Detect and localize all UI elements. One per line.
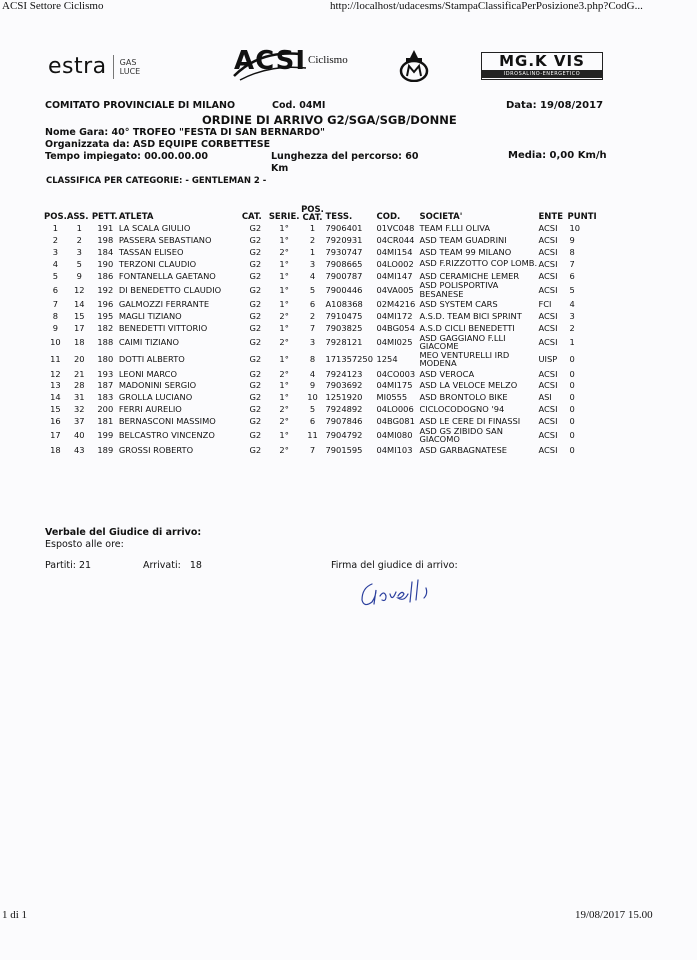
table-row bbox=[44, 222, 597, 234]
cell-cod: 04LO006 bbox=[376, 404, 414, 415]
cell-pos-cat: 7 bbox=[309, 322, 316, 333]
cell-tess: 7928121 bbox=[325, 337, 363, 348]
cell-atleta: LEONI MARCO bbox=[118, 368, 178, 379]
cell-societa: A.S.D. TEAM BICI SPRINT bbox=[419, 310, 522, 321]
cell-ass: 17 bbox=[74, 322, 85, 333]
cell-ente: ACSI bbox=[538, 380, 558, 391]
cell-pett: 187 bbox=[97, 380, 114, 391]
arrivati-value: 18 bbox=[189, 560, 202, 571]
cell-ente: ACSI bbox=[538, 430, 558, 441]
acsi-logo bbox=[230, 46, 348, 76]
cell-tess: 7901595 bbox=[325, 444, 363, 455]
cell-cat: G2 bbox=[249, 270, 262, 281]
cell-pos-cat: 4 bbox=[309, 368, 316, 379]
firma-label: Firma del giudice di arrivo: bbox=[331, 560, 458, 571]
cell-cod: 04BG054 bbox=[376, 322, 415, 333]
category-label: CLASSIFICA PER CATEGORIE: - GENTLEMAN 2 - bbox=[46, 176, 267, 186]
cell-pos-cat: 10 bbox=[307, 392, 318, 403]
cell-pos-cat: 6 bbox=[309, 416, 316, 427]
cell-cod: 04CR044 bbox=[376, 234, 415, 245]
cell-pos-cat: 2 bbox=[309, 311, 316, 322]
cell-pett: 200 bbox=[97, 404, 114, 415]
cell-societa: MEO VENTURELLI IRD MODENA bbox=[419, 349, 510, 369]
cell-atleta: MAGLI TIZIANO bbox=[118, 311, 182, 322]
race-date: Data: 19/08/2017 bbox=[506, 100, 604, 111]
cell-cat: G2 bbox=[249, 246, 262, 257]
cell-pos: 13 bbox=[50, 380, 61, 391]
cell-serie: 1° bbox=[279, 234, 289, 245]
cell-atleta: CAIMI TIZIANO bbox=[118, 337, 180, 348]
cell-pos-cat: 9 bbox=[309, 380, 316, 391]
cell-pett: 193 bbox=[97, 368, 114, 379]
cell-pett: 196 bbox=[97, 299, 114, 310]
cell-serie: 1° bbox=[279, 430, 289, 441]
table-row bbox=[44, 281, 597, 298]
cell-tess: 7903692 bbox=[325, 380, 363, 391]
cell-societa: ASD POLISPORTIVA BESANESE bbox=[419, 280, 499, 299]
cell-cod: 04LO002 bbox=[376, 258, 414, 269]
cell-ass: 9 bbox=[76, 270, 82, 281]
cell-societa: ASD TEAM 99 MILANO bbox=[419, 246, 512, 257]
esposto-label: Esposto alle ore: bbox=[45, 539, 124, 550]
table-row bbox=[44, 403, 597, 415]
cell-cod: 04MI172 bbox=[376, 311, 413, 322]
cell-cod: 02M4216 bbox=[376, 299, 416, 310]
cell-atleta: DI BENEDETTO CLAUDIO bbox=[118, 284, 222, 295]
cell-societa: ASD GS ZIBIDO SAN GIACOMO bbox=[419, 426, 503, 445]
table-row bbox=[44, 368, 597, 380]
cell-pos-cat: 2 bbox=[309, 234, 316, 245]
cell-punti: 0 bbox=[569, 404, 575, 415]
cell-ente: ACSI bbox=[538, 444, 558, 455]
cell-societa: ASD LA VELOCE MELZO bbox=[419, 380, 518, 391]
cell-pos-cat: 7 bbox=[309, 444, 316, 455]
cell-pos-cat: 4 bbox=[309, 270, 316, 281]
cell-cat: G2 bbox=[249, 392, 262, 403]
column-header-cat: CAT. bbox=[241, 212, 262, 222]
table-row bbox=[44, 270, 597, 282]
table-row bbox=[44, 258, 597, 270]
table-row bbox=[44, 391, 597, 403]
cell-serie: 2° bbox=[279, 246, 289, 257]
cell-pett: 184 bbox=[97, 246, 114, 257]
cell-ente: ACSI bbox=[538, 311, 558, 322]
cell-cat: G2 bbox=[249, 380, 262, 391]
table-row bbox=[44, 379, 597, 391]
estra-logo-sub bbox=[120, 58, 141, 76]
results-table-body bbox=[44, 222, 597, 456]
cell-ass: 20 bbox=[74, 354, 85, 365]
cell-pett: 189 bbox=[97, 444, 114, 455]
cell-cat: G2 bbox=[249, 337, 262, 348]
cell-tess: A108368 bbox=[325, 299, 363, 310]
cell-societa: ASD GARBAGNATESE bbox=[419, 444, 508, 455]
print-datetime: 19/08/2017 15.00 bbox=[575, 909, 653, 921]
cell-pos: 15 bbox=[50, 404, 61, 415]
cell-cod: 04VA005 bbox=[376, 284, 414, 295]
cell-ente: ACSI bbox=[538, 234, 558, 245]
cell-punti: 4 bbox=[569, 299, 575, 310]
cell-punti: 7 bbox=[569, 258, 575, 269]
cell-punti: 0 bbox=[569, 416, 575, 427]
cell-ente: FCI bbox=[538, 299, 552, 310]
acsi-logo-text: ACSI bbox=[234, 46, 307, 76]
cell-cod: 04MI147 bbox=[376, 270, 413, 281]
cell-ente: ACSI bbox=[538, 368, 558, 379]
cell-ass: 2 bbox=[76, 234, 82, 245]
column-header-societa: SOCIETA' bbox=[419, 212, 463, 222]
partiti-info bbox=[45, 560, 91, 571]
table-row bbox=[44, 444, 597, 456]
cell-cod: 1254 bbox=[376, 354, 398, 365]
cell-atleta: FONTANELLA GAETANO bbox=[118, 270, 216, 281]
cell-pos: 17 bbox=[50, 430, 61, 441]
cell-punti: 0 bbox=[569, 368, 575, 379]
cell-ente: UISP bbox=[538, 354, 558, 365]
cell-pett: 192 bbox=[97, 284, 114, 295]
results-table-header bbox=[44, 206, 597, 222]
cell-punti: 6 bbox=[569, 270, 575, 281]
cell-pos: 18 bbox=[50, 444, 61, 455]
partiti-label: Partiti: bbox=[45, 560, 76, 571]
cell-serie: 1° bbox=[279, 380, 289, 391]
course-length-unit: Km bbox=[271, 163, 289, 174]
cell-ente: ACSI bbox=[538, 246, 558, 257]
cell-pos: 3 bbox=[52, 246, 59, 257]
cell-societa: ASD BRONTOLO BIKE bbox=[419, 392, 508, 403]
committee-name: COMITATO PROVINCIALE DI MILANO bbox=[45, 100, 236, 111]
table-row bbox=[44, 298, 597, 310]
cell-punti: 0 bbox=[569, 392, 575, 403]
verbale-label: Verbale del Giudice di arrivo: bbox=[45, 527, 202, 538]
cell-punti: 5 bbox=[569, 284, 575, 295]
mgk-logo-text: MG.K VIS bbox=[499, 52, 585, 70]
cell-ente: ACSI bbox=[538, 222, 558, 233]
cell-ente: ASI bbox=[538, 392, 552, 403]
cell-ass: 5 bbox=[76, 258, 82, 269]
cell-ass: 12 bbox=[74, 284, 85, 295]
cell-societa: CICLOCODOGNO '94 bbox=[419, 404, 505, 415]
cell-cat: G2 bbox=[249, 258, 262, 269]
cell-serie: 1° bbox=[279, 222, 289, 233]
acsi-logo-tag: Ciclismo bbox=[308, 54, 348, 66]
cell-pos: 6 bbox=[52, 284, 59, 295]
cell-cat: G2 bbox=[249, 284, 262, 295]
cell-pett: 186 bbox=[97, 270, 114, 281]
table-row bbox=[44, 322, 597, 334]
estra-logo-text: estra bbox=[48, 54, 107, 79]
cell-pos: 4 bbox=[52, 258, 59, 269]
print-url: http://localhost/udacesms/StampaClassificaPerPosizione3.php?CodG... bbox=[330, 0, 643, 12]
cell-pett: 180 bbox=[97, 354, 114, 365]
cell-pett: 190 bbox=[97, 258, 114, 269]
cell-societa: ASD GAGGIANO F.LLI GIACOME bbox=[419, 332, 506, 352]
cell-punti: 0 bbox=[569, 444, 575, 455]
column-header-punti: PUNTI bbox=[567, 212, 597, 222]
cell-pos: 10 bbox=[50, 337, 61, 348]
column-header-cod: COD. bbox=[376, 212, 401, 222]
table-row bbox=[44, 310, 597, 322]
cell-pos: 8 bbox=[52, 311, 59, 322]
cell-pos-cat: 11 bbox=[307, 430, 318, 441]
cell-ass: 32 bbox=[74, 404, 85, 415]
cell-cod: 04BG081 bbox=[376, 416, 415, 427]
cell-pos: 1 bbox=[52, 222, 59, 233]
cell-cat: G2 bbox=[249, 311, 262, 322]
cell-atleta: GROSSI ROBERTO bbox=[118, 444, 194, 455]
cell-ente: ACSI bbox=[538, 404, 558, 415]
column-header-serie: SERIE. bbox=[268, 212, 300, 222]
document-title: ORDINE DI ARRIVO G2/SGA/SGB/DONNE bbox=[202, 113, 457, 127]
mgk-logo-sub: IDROSALINO-ENERGETICO bbox=[482, 70, 602, 78]
column-header-ass: ASS. bbox=[66, 212, 89, 222]
cell-cat: G2 bbox=[249, 368, 262, 379]
column-header-tess: TESS. bbox=[325, 212, 353, 222]
cell-cat: G2 bbox=[249, 299, 262, 310]
cell-punti: 3 bbox=[569, 311, 575, 322]
cell-cod: MI0555 bbox=[376, 392, 408, 403]
cell-ass: 3 bbox=[76, 246, 82, 257]
cell-tess: 171357250 bbox=[325, 354, 373, 365]
cell-atleta: GALMOZZI FERRANTE bbox=[118, 299, 210, 310]
cell-pett: 182 bbox=[97, 322, 114, 333]
cell-atleta: BERNASCONI MASSIMO bbox=[118, 416, 216, 427]
cell-cod: 04MI103 bbox=[376, 444, 413, 455]
cell-serie: 1° bbox=[279, 284, 289, 295]
cell-pos-cat: 6 bbox=[309, 299, 316, 310]
cell-cod: 04CO003 bbox=[376, 368, 416, 379]
cell-serie: 2° bbox=[279, 416, 289, 427]
cell-pos-cat: 5 bbox=[309, 404, 316, 415]
committee-code: Cod. 04MI bbox=[272, 100, 326, 111]
cell-atleta: DOTTI ALBERTO bbox=[118, 354, 185, 365]
cell-ente: ACSI bbox=[538, 270, 558, 281]
cell-atleta: FERRI AURELIO bbox=[118, 404, 182, 415]
column-header-ente: ENTE bbox=[538, 212, 564, 222]
cell-tess: 7903825 bbox=[325, 322, 363, 333]
table-row bbox=[44, 415, 597, 427]
cell-pett: 191 bbox=[97, 222, 114, 233]
cell-serie: 2° bbox=[279, 404, 289, 415]
cell-pos-cat: 1 bbox=[309, 222, 316, 233]
cell-punti: 2 bbox=[569, 322, 575, 333]
cell-ass: 18 bbox=[74, 337, 85, 348]
cell-pos: 9 bbox=[52, 322, 59, 333]
estra-logo-divider bbox=[113, 55, 114, 79]
cell-societa: ASD F.RIZZOTTO COP LOMB. bbox=[419, 258, 538, 269]
cell-atleta: PASSERA SEBASTIANO bbox=[118, 234, 212, 245]
partiti-value: 21 bbox=[79, 560, 92, 571]
table-row bbox=[44, 234, 597, 246]
cell-tess: 7908665 bbox=[325, 258, 363, 269]
cell-ass: 1 bbox=[76, 222, 82, 233]
cell-pos-cat: 3 bbox=[309, 337, 316, 348]
cell-cat: G2 bbox=[249, 444, 262, 455]
cell-tess: 7924892 bbox=[325, 404, 363, 415]
cell-tess: 7900446 bbox=[325, 284, 363, 295]
column-header-pos-cat: POS. CAT. bbox=[301, 205, 324, 223]
cell-serie: 1° bbox=[279, 270, 289, 281]
cell-punti: 8 bbox=[569, 246, 575, 257]
cell-punti: 10 bbox=[569, 222, 581, 233]
table-row bbox=[44, 334, 597, 351]
table-row bbox=[44, 427, 597, 444]
cell-ente: ACSI bbox=[538, 337, 558, 348]
cell-societa: A.S.D CICLI BENEDETTI bbox=[419, 322, 515, 333]
cell-tess: 1251920 bbox=[325, 392, 363, 403]
cell-pos-cat: 1 bbox=[309, 246, 316, 257]
table-row bbox=[44, 351, 597, 368]
cell-pos: 16 bbox=[50, 416, 61, 427]
cell-pos-cat: 5 bbox=[309, 284, 316, 295]
cell-pos: 11 bbox=[50, 354, 61, 365]
cell-pos: 5 bbox=[52, 270, 59, 281]
cell-tess: 7930747 bbox=[325, 246, 363, 257]
cell-pos: 7 bbox=[52, 299, 59, 310]
organizer: Organizzata da: ASD EQUIPE CORBETTESE bbox=[45, 139, 271, 150]
cell-cat: G2 bbox=[249, 416, 262, 427]
cell-serie: 2° bbox=[279, 311, 289, 322]
cell-ente: ACSI bbox=[538, 284, 558, 295]
cell-tess: 7907846 bbox=[325, 416, 363, 427]
cell-atleta: LA SCALA GIULIO bbox=[118, 222, 191, 233]
time-used: Tempo impiegato: 00.00.00.00 bbox=[45, 151, 208, 162]
cell-punti: 0 bbox=[569, 380, 575, 391]
cell-serie: 2° bbox=[279, 368, 289, 379]
cell-pos-cat: 3 bbox=[309, 258, 316, 269]
cell-societa: TEAM F.LLI OLIVA bbox=[419, 222, 491, 233]
arrivati-info bbox=[143, 560, 202, 571]
cell-atleta: BENEDETTI VITTORIO bbox=[118, 322, 208, 333]
cell-serie: 1° bbox=[279, 354, 289, 365]
cell-ass: 40 bbox=[74, 430, 85, 441]
estra-logo bbox=[48, 54, 140, 79]
column-header-atleta: ATLETA bbox=[118, 212, 154, 222]
cell-cod: 04MI025 bbox=[376, 337, 413, 348]
cell-societa: ASD TEAM GUADRINI bbox=[419, 234, 507, 245]
cell-societa: ASD LE CERE DI FINASSI bbox=[419, 416, 521, 427]
cell-serie: 2° bbox=[279, 337, 289, 348]
cell-tess: 7900787 bbox=[325, 270, 363, 281]
results-table bbox=[44, 206, 597, 456]
race-name: Nome Gara: 40° TROFEO "FESTA DI SAN BERNARDO" bbox=[45, 127, 325, 138]
cell-punti: 1 bbox=[569, 337, 575, 348]
cell-cat: G2 bbox=[249, 234, 262, 245]
cell-pett: 195 bbox=[97, 311, 114, 322]
cell-societa: ASD VEROCA bbox=[419, 368, 475, 379]
cell-tess: 7906401 bbox=[325, 222, 363, 233]
cell-serie: 1° bbox=[279, 258, 289, 269]
cell-cod: 04MI154 bbox=[376, 246, 413, 257]
cell-ente: ACSI bbox=[538, 322, 558, 333]
cell-atleta: BELCASTRO VINCENZO bbox=[118, 430, 215, 441]
cell-ente: ACSI bbox=[538, 416, 558, 427]
column-header-pos: POS. bbox=[44, 212, 67, 222]
cell-societa: ASD SYSTEM CARS bbox=[419, 299, 498, 310]
cell-cat: G2 bbox=[249, 354, 262, 365]
mgk-vis-logo bbox=[481, 52, 603, 80]
cell-pos: 2 bbox=[52, 234, 59, 245]
cell-cat: G2 bbox=[249, 222, 262, 233]
cell-ass: 28 bbox=[74, 380, 85, 391]
print-page-title: ACSI Settore Ciclismo bbox=[2, 0, 104, 12]
cell-tess: 7924123 bbox=[325, 368, 363, 379]
cell-pett: 188 bbox=[97, 337, 114, 348]
cell-pett: 181 bbox=[97, 416, 114, 427]
emblem-icon bbox=[398, 48, 430, 82]
cell-ente: ACSI bbox=[538, 258, 558, 269]
cell-pett: 198 bbox=[97, 234, 114, 245]
average-speed: Media: 0,00 Km/h bbox=[508, 150, 607, 161]
cell-pos: 14 bbox=[50, 392, 61, 403]
cell-pett: 183 bbox=[97, 392, 114, 403]
cell-cod: 04MI080 bbox=[376, 430, 413, 441]
course-length: Lunghezza del percorso: 60 bbox=[271, 151, 419, 162]
cell-ass: 21 bbox=[74, 368, 85, 379]
cell-punti: 9 bbox=[569, 234, 575, 245]
arrivati-label: Arrivati: bbox=[143, 560, 181, 571]
cell-cod: 04MI175 bbox=[376, 380, 413, 391]
cell-atleta: TERZONI CLAUDIO bbox=[118, 258, 197, 269]
cell-serie: 1° bbox=[279, 392, 289, 403]
cell-atleta: TASSAN ELISEO bbox=[118, 246, 184, 257]
cell-cod: 01VC048 bbox=[376, 222, 415, 233]
cell-atleta: MADONINI SERGIO bbox=[118, 380, 197, 391]
estra-sub-gas: GAS bbox=[119, 57, 137, 67]
cell-tess: 7910475 bbox=[325, 311, 363, 322]
cell-ass: 15 bbox=[74, 311, 85, 322]
cell-pos: 12 bbox=[50, 368, 61, 379]
cell-tess: 7920931 bbox=[325, 234, 363, 245]
cell-ass: 37 bbox=[74, 416, 85, 427]
estra-sub-luce: LUCE bbox=[119, 66, 141, 76]
signature-graphic bbox=[358, 574, 438, 614]
cell-cat: G2 bbox=[249, 404, 262, 415]
cell-serie: 1° bbox=[279, 299, 289, 310]
cell-serie: 1° bbox=[279, 322, 289, 333]
cell-punti: 0 bbox=[569, 430, 575, 441]
cell-pett: 199 bbox=[97, 430, 114, 441]
cell-ass: 31 bbox=[74, 392, 85, 403]
cell-cat: G2 bbox=[249, 430, 262, 441]
cell-punti: 0 bbox=[569, 354, 575, 365]
cell-tess: 7904792 bbox=[325, 430, 363, 441]
cell-ass: 43 bbox=[74, 444, 85, 455]
cell-cat: G2 bbox=[249, 322, 262, 333]
cell-serie: 2° bbox=[279, 444, 289, 455]
page-indicator: 1 di 1 bbox=[2, 909, 28, 921]
cell-societa: ASD CERAMICHE LEMER bbox=[419, 270, 520, 281]
cell-atleta: GROLLA LUCIANO bbox=[118, 392, 193, 403]
table-row bbox=[44, 246, 597, 258]
cell-ass: 14 bbox=[74, 299, 85, 310]
cell-pos-cat: 8 bbox=[309, 354, 316, 365]
column-header-pett: PETT. bbox=[91, 212, 118, 222]
